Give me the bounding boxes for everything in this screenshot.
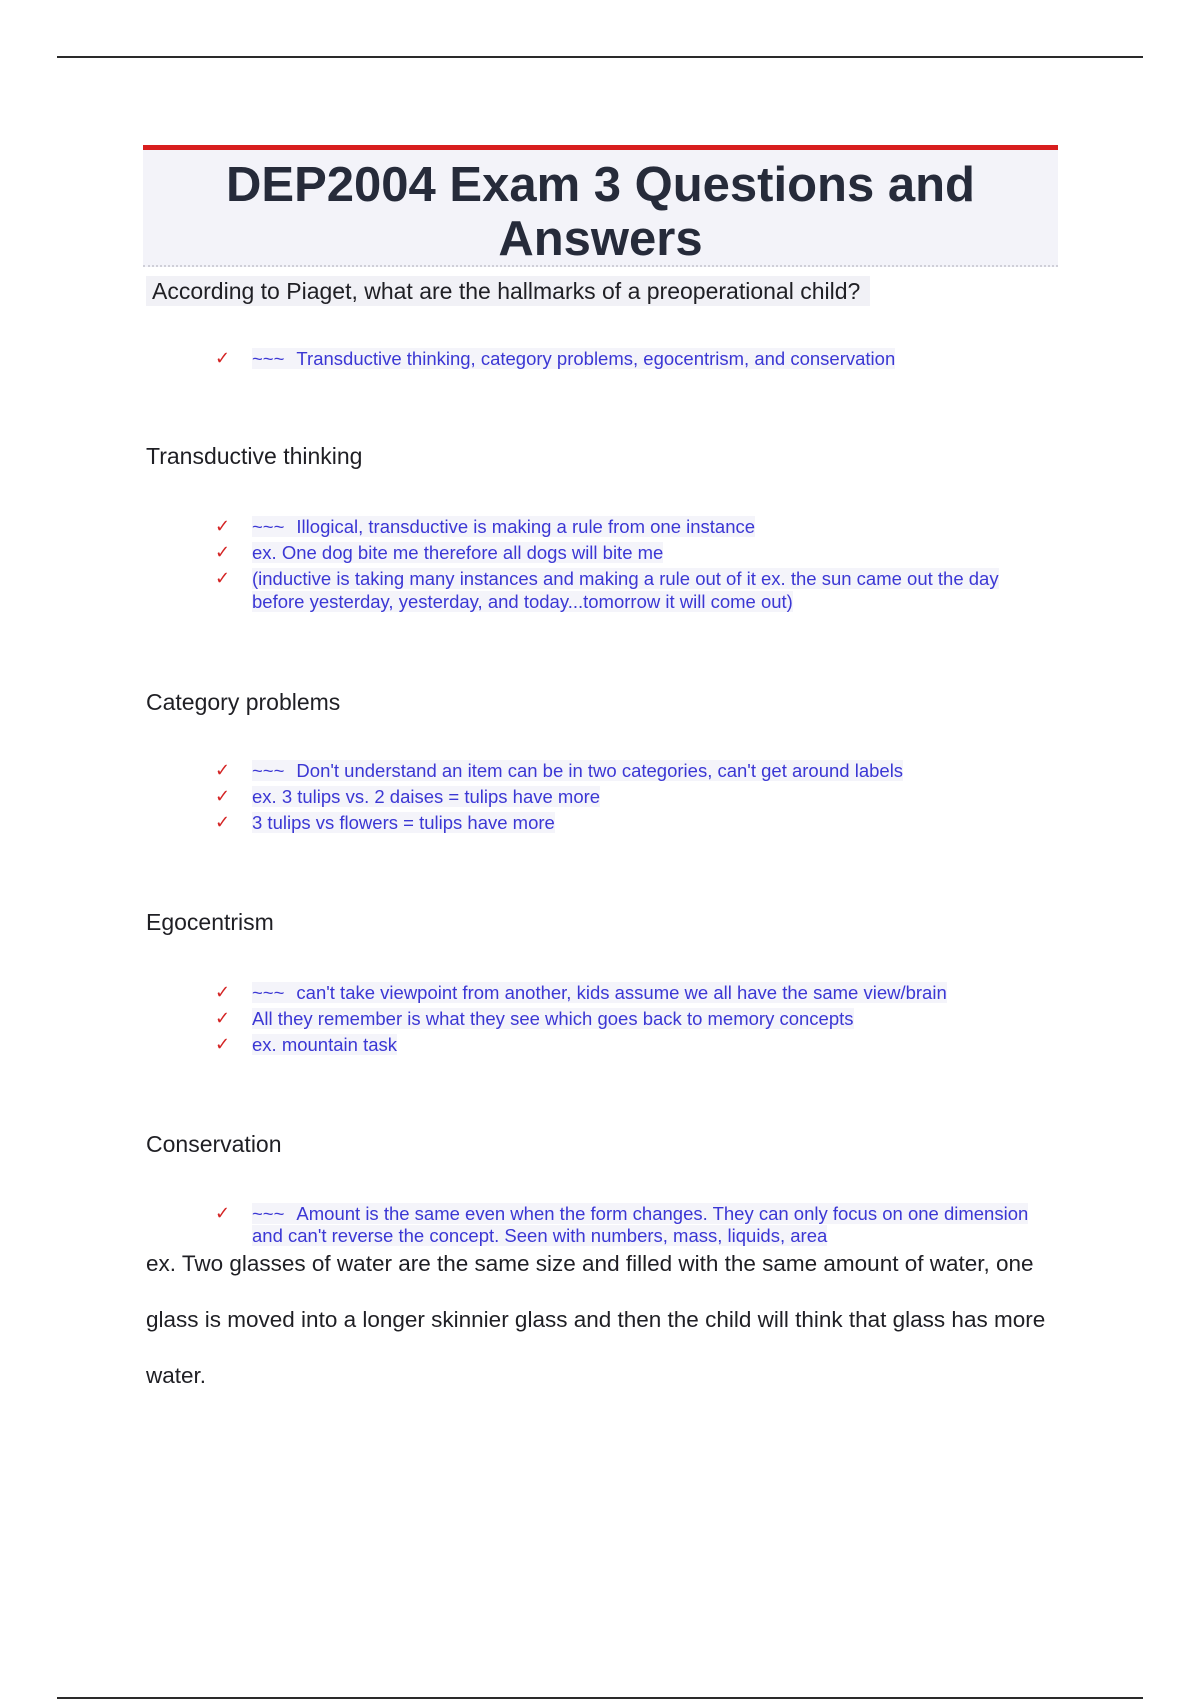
answer-item bbox=[215, 1007, 1035, 1030]
answer-item bbox=[215, 1033, 1035, 1056]
answer-text: All they remember is what they see which goes back to memory concepts bbox=[252, 1008, 854, 1029]
answer-list bbox=[215, 759, 1035, 837]
tilde-marker: ~~~ bbox=[252, 760, 285, 781]
answer-item bbox=[215, 785, 1035, 808]
top-rule bbox=[57, 56, 1143, 58]
answer-item bbox=[215, 515, 1035, 538]
checkmark-icon: ✓ bbox=[215, 760, 231, 781]
document-title: DEP2004 Exam 3 Questions and Answers bbox=[226, 158, 975, 266]
answer-text: Don't understand an item can be in two categories, can't get around labels bbox=[296, 760, 904, 781]
answer-list bbox=[215, 981, 1035, 1059]
checkmark-icon: ✓ bbox=[215, 812, 231, 833]
section-heading-transductive: Transductive thinking bbox=[146, 443, 363, 469]
answer-text: 3 tulips vs flowers = tulips have more bbox=[252, 812, 555, 833]
answer-item bbox=[215, 981, 1035, 1004]
checkmark-icon: ✓ bbox=[215, 1034, 231, 1055]
answer-text: ex. One dog bite me therefore all dogs will bite me bbox=[252, 542, 664, 563]
checkmark-icon: ✓ bbox=[215, 1203, 231, 1224]
tilde-marker: ~~~ bbox=[252, 982, 285, 1003]
conservation-example-paragraph: ex. Two glasses of water are the same size and filled with the same amount of water, one glass is moved into a longer skinnier glass and then the child will think that glass has more water. bbox=[146, 1251, 1046, 1388]
bottom-rule bbox=[57, 1697, 1143, 1699]
answer-list bbox=[215, 515, 1035, 616]
answer-text: Amount is the same even when the form changes. They can only focus on one dimension and can't reverse the concept. Seen with numbers, mass, liquids, area bbox=[252, 1203, 1029, 1246]
answer-text: Transductive thinking, category problems, egocentrism, and conservation bbox=[296, 348, 896, 369]
answer-item bbox=[215, 759, 1035, 782]
checkmark-icon: ✓ bbox=[215, 568, 231, 589]
question-heading: According to Piaget, what are the hallmarks of a preoperational child? bbox=[146, 276, 870, 306]
answer-text: can't take viewpoint from another, kids assume we all have the same view/brain bbox=[296, 982, 947, 1003]
section-heading-egocentrism: Egocentrism bbox=[146, 909, 274, 935]
checkmark-icon: ✓ bbox=[215, 786, 231, 807]
answer-text: Illogical, transductive is making a rule from one instance bbox=[296, 516, 756, 537]
tilde-marker: ~~~ bbox=[252, 1203, 285, 1224]
tilde-marker: ~~~ bbox=[252, 516, 285, 537]
answer-item bbox=[215, 347, 1035, 370]
answer-list bbox=[215, 347, 1035, 373]
checkmark-icon: ✓ bbox=[215, 542, 231, 563]
answer-text: (inductive is taking many instances and making a rule out of it ex. the sun came out the day before yesterday, yesterday, and today...tomorrow it will come out) bbox=[252, 568, 999, 612]
checkmark-icon: ✓ bbox=[215, 982, 231, 1003]
answer-text: ex. 3 tulips vs. 2 daises = tulips have more bbox=[252, 786, 601, 807]
title-banner bbox=[143, 145, 1058, 267]
answer-item bbox=[215, 567, 1035, 613]
answer-text: ex. mountain task bbox=[252, 1034, 397, 1055]
tilde-marker: ~~~ bbox=[252, 348, 285, 369]
checkmark-icon: ✓ bbox=[215, 1008, 231, 1029]
checkmark-icon: ✓ bbox=[215, 348, 231, 369]
section-heading-category: Category problems bbox=[146, 689, 341, 715]
answer-item bbox=[215, 541, 1035, 564]
answer-item bbox=[215, 811, 1035, 834]
checkmark-icon: ✓ bbox=[215, 516, 231, 537]
section-heading-conservation: Conservation bbox=[146, 1131, 282, 1157]
